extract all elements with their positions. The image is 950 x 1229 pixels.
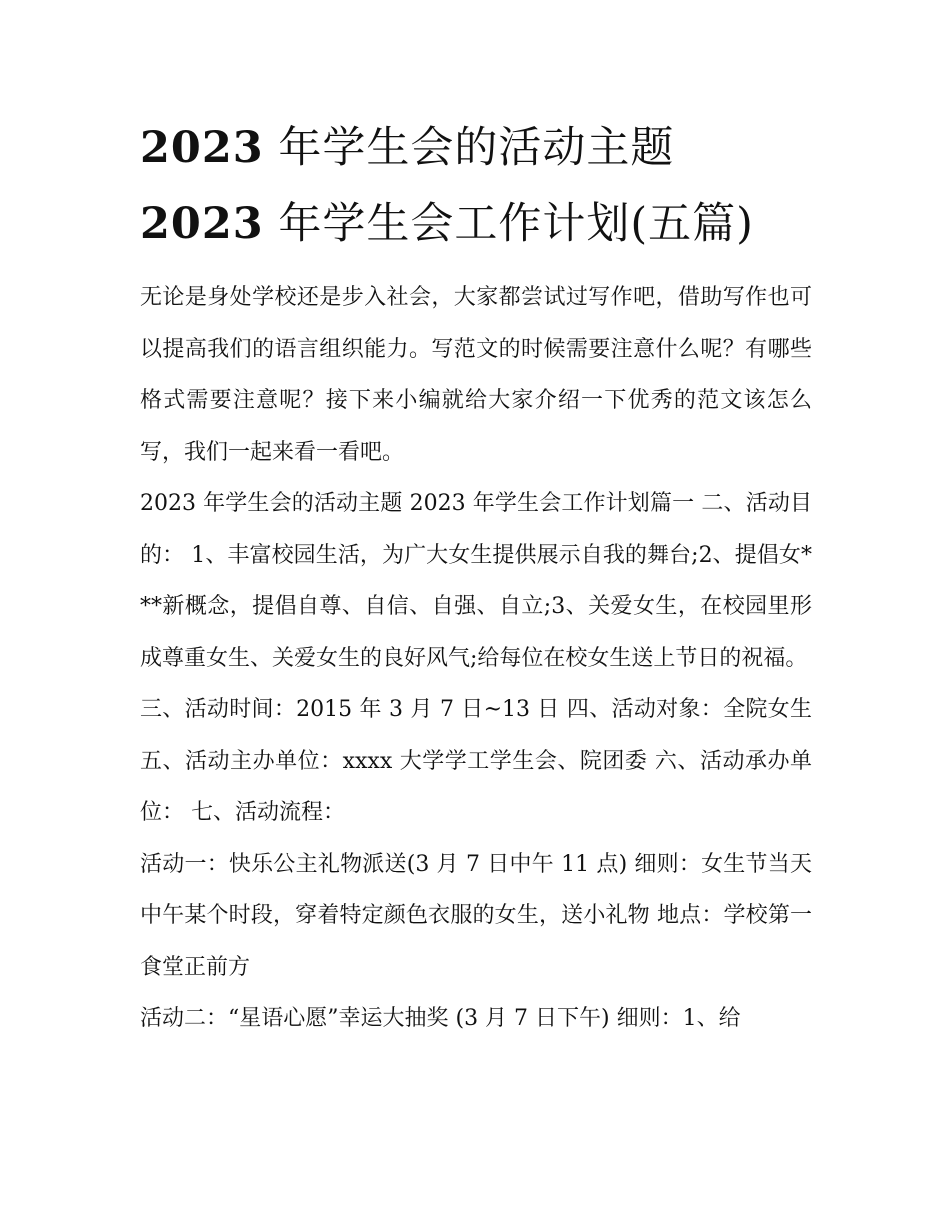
paragraph-activity-two: 活动二：“星语心愿”幸运大抽奖 (3 月 7 日下午) 细则：1、给 [140,1006,741,1031]
paragraph-schedule: 三、活动时间：2015 年 3 月 7 日~13 日 四、活动对象：全院女生 五、活动主办单位：xxxx 大学学工学生会、院团委 六、活动承办单位： 七、活动流程： [140,697,812,825]
document-page [140,110,812,1045]
paragraph-activity-one: 活动一：快乐公主礼物派送(3 月 7 日中午 11 点) 细则：女生节当天中午某个时段，穿着特定颜色衣服的女生，送小礼物 地点：学校第一食堂正前方 [140,851,812,980]
document-title-block [140,110,812,262]
document-subtitle: 2023 年学生会工作计划(五篇) [140,199,754,249]
paragraph-intro: 无论是身处学校还是步入社会，大家都尝试过写作吧，借助写作也可以提高我们的语言组织能力。写范文的时候需要注意什么呢？有哪些格式需要注意呢？接下来小编就给大家介绍一下优秀的范文该怎么写，我们一起来看一看吧。 [140,285,812,465]
paragraph-purpose: 2023 年学生会的活动主题 2023 年学生会工作计划篇一 二、活动目的： 1、丰富校园生活，为广大女生提供展示自我的舞台;2、提倡女***新概念，提倡自尊、自信、自强、自立;3、关爱女生，在校园里形成尊重女生、关爱女生的良好风气;给每位在校女生送上节日的祝福。 [140,491,812,671]
document-title: 2023 年学生会的活动主题 [140,123,675,173]
